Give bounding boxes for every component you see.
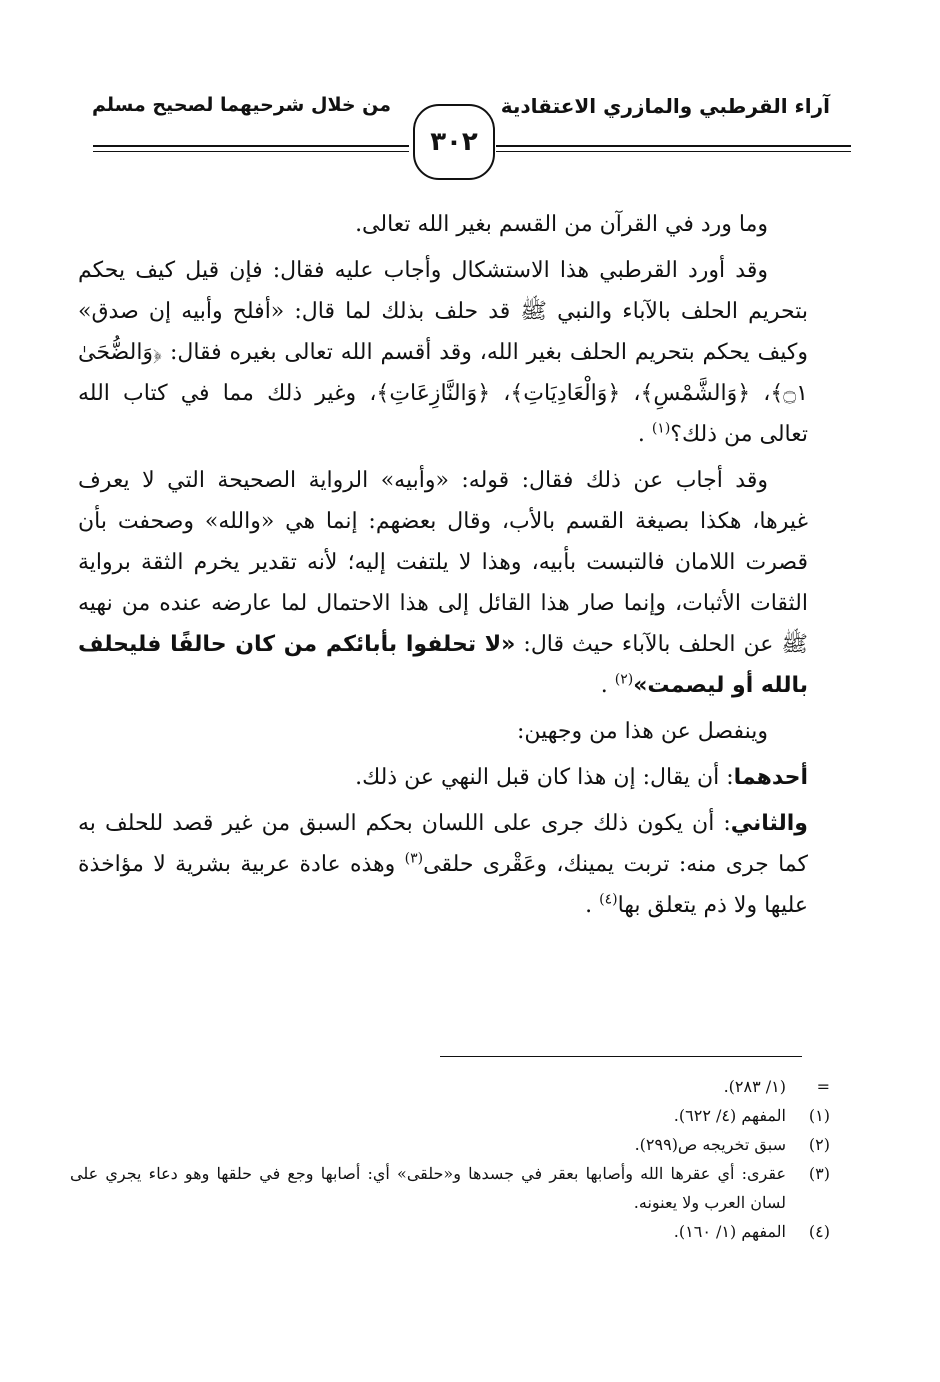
- paragraph-3-end: .: [600, 673, 608, 698]
- paragraph-5-text: : أن يقال: إن هذا كان قبل النهي عن ذلك.: [355, 765, 734, 790]
- paragraph-6-text-a: : أن يكون ذلك جرى على اللسان بحكم السبق من غير قصد للحلف به كما جرى منه: تربت يمينك، وعَقْرى حلقى: [78, 811, 808, 877]
- footnote-text: المفهم (٤/ ٦٢٢).: [673, 1106, 786, 1125]
- footnote-ref-3: (٣): [404, 850, 424, 867]
- footnote-4: [70, 1217, 830, 1246]
- footnote-separator: [440, 1056, 802, 1057]
- page-header: [0, 0, 940, 190]
- second-aspect-label: والثاني: [730, 811, 808, 836]
- footnote-continued: [70, 1072, 830, 1101]
- footnote-mark: (٢): [808, 1135, 830, 1154]
- main-text: [78, 204, 808, 931]
- footnote-3: [70, 1159, 830, 1217]
- footnote-2: [70, 1130, 830, 1159]
- footnote-ref-1: (١): [651, 420, 671, 437]
- book-subtitle: من خلال شرحيهما لصحيح مسلم: [92, 94, 392, 116]
- footnote-text: المفهم (١/ ١٦٠).: [673, 1222, 786, 1241]
- footnote-ref-4: (٤): [599, 891, 618, 908]
- paragraph-1: وما ورد في القرآن من القسم بغير الله تعالى.: [355, 212, 768, 237]
- footnote-1: [70, 1101, 830, 1130]
- first-aspect-label: أحدهما: [733, 765, 808, 790]
- paragraph-2-text: وقد أورد القرطبي هذا الاستشكال وأجاب عليه فقال: فإن قيل كيف يحكم بتحريم الحلف بالآباء والنبي ﷺ قد حلف بذلك لما قال: «أفلح وأبيه إن صدق» وكيف يحكم بتحريم الحلف بغير الله، وقد أقسم الله تعالى بغيره فقال: ﴿وَالضُّحَىٰ ۝١﴾، ﴿وَالشَّمْسِ﴾، ﴿وَالْعَادِيَاتِ﴾، ﴿وَالنَّازِعَاتِ﴾، وغير ذلك مما في كتاب الله تعالى من ذلك؟: [78, 258, 808, 447]
- header-rule-left-top: [93, 145, 409, 147]
- footnote-text: (١/ ٢٨٣).: [723, 1077, 786, 1096]
- paragraph-3: [78, 460, 808, 706]
- paragraph-6-text-b: وهذه عادة عربية بشرية لا مؤاخذة عليها ولا ذم يتعلق بها: [78, 852, 808, 918]
- book-title: آراء القرطبي والمازري الاعتقادية: [500, 94, 830, 118]
- hadith-quote: «لا تحلفوا بأبائكم من كان حالفًا فليحلف بالله أو ليصمت»: [78, 632, 808, 698]
- footnotes: [70, 1072, 830, 1246]
- header-rule-right-top: [496, 145, 851, 147]
- footnote-mark: (١): [808, 1106, 830, 1125]
- paragraph-3-text: وقد أجاب عن ذلك فقال: قوله: «وأبيه» الرواية الصحيحة التي لا يعرف غيرها، هكذا بصيغة القسم بالأب، وقال بعضهم: إنما هي «والله» وصحفت بأن قصرت اللامان فالتبست بأبيه، وهذا لا يلتفت إليه؛ لأنه تقدير يخرم الثقة برواية الثقات الأثبات، وإنما صار هذا القائل إلى هذا الاحتمال لما عارضه عنده من نهيه ﷺ عن الحلف بالآباء حيث قال:: [78, 468, 808, 657]
- paragraph-6: [78, 803, 808, 926]
- paragraph-5: [78, 757, 808, 798]
- footnote-ref-2: (٢): [614, 671, 634, 688]
- footnote-text: عقرى: أي عقرها الله وأصابها بعقر في جسدها و«حلقى» أي: أصابها وجع في حلقها وهو دعاء يجري على لسان العرب ولا يعنونه.: [70, 1164, 786, 1212]
- footnote-mark: (٤): [808, 1222, 830, 1241]
- footnote-text: سبق تخريجه ص(٢٩٩).: [634, 1135, 786, 1154]
- header-rule-left-bottom: [93, 151, 409, 152]
- page-number: ٣٠٢: [413, 104, 495, 180]
- paragraph-2: [78, 250, 808, 455]
- paragraph-2-end: .: [637, 422, 645, 447]
- header-rule-right-bottom: [496, 151, 851, 152]
- paragraph-4: وينفصل عن هذا من وجهين:: [516, 719, 768, 744]
- footnote-mark: (٣): [808, 1164, 830, 1183]
- paragraph-6-end: .: [585, 893, 593, 918]
- footnote-mark: =: [816, 1077, 830, 1096]
